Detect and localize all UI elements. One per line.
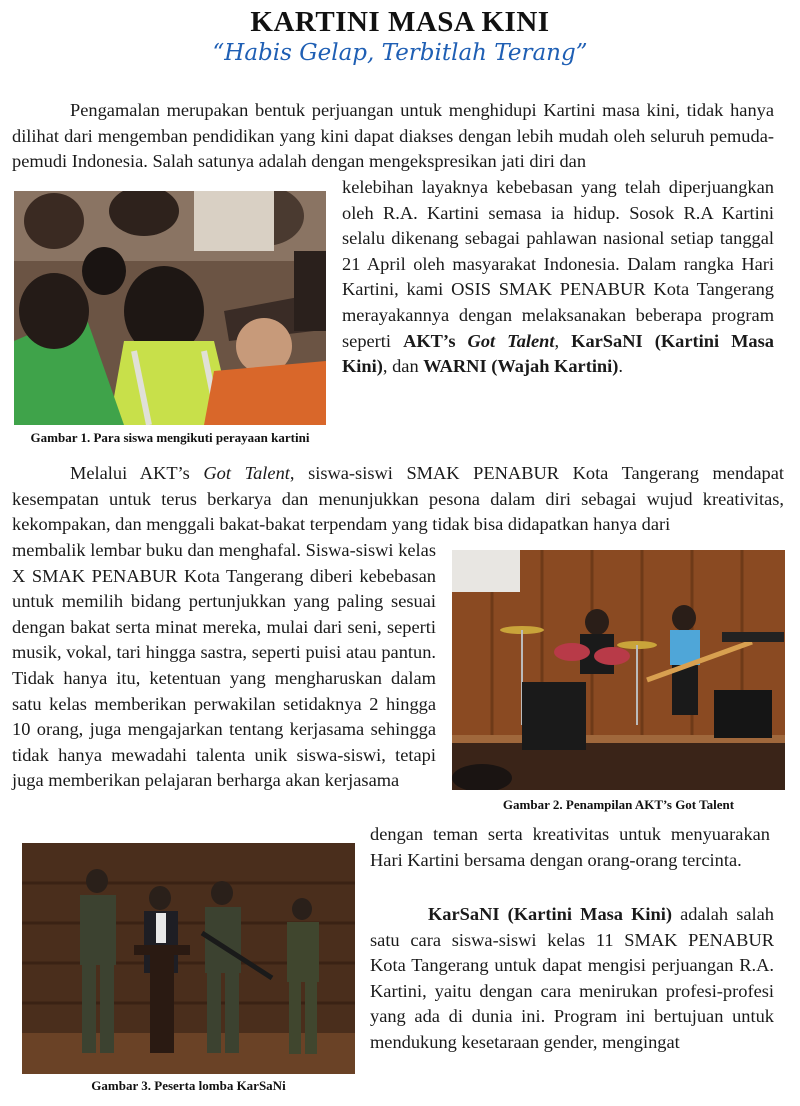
paragraph-2-continuation: dengan teman serta kreativitas untuk menyuarakan Hari Kartini bersama dengan orang-orang tercinta.: [370, 824, 770, 870]
article-subtitle: “Habis Gelap, Terbitlah Terang”: [212, 40, 588, 66]
article-title: KARTINI MASA KINI: [250, 6, 550, 38]
photo-students-celebration: [14, 191, 326, 425]
paragraph-1-intro: Pengamalan merupakan bentuk perjuangan untuk menghidupi Kartini masa kini, tidak hanya dilihat dari mengemban pendidikan yang kini dapat diakses dengan lebih mudah oleh seluruh pemuda-pemudi Indonesia. Salah satunya adalah dengan mengekspresikan jati diri dan: [12, 100, 774, 172]
caption-figure-1: Gambar 1. Para siswa mengikuti perayaan kartini: [30, 430, 310, 445]
paragraph-3: KarSaNI (Kartini Masa Kini) adalah salah satu cara siswa-siswi kelas 11 SMAK PENABUR Kota Tangerang untuk dapat mengisi perjuangan R.A. Kartini, yaitu dengan cara menirukan profesi-profesi yang ada di dunia ini. Program ini bertujuan untuk mendukung kesetaraan gender, mengingat: [370, 904, 774, 1052]
photo-karsani-participants: [22, 843, 355, 1074]
caption-figure-3: Gambar 3. Peserta lomba KarSaNi: [91, 1078, 286, 1093]
caption-figure-2: Gambar 2. Penampilan AKT’s Got Talent: [502, 797, 735, 812]
paragraph-2-left: membalik lembar buku dan menghafal. Siswa-siswi kelas X SMAK PENABUR Kota Tangerang diberi kebebasan untuk memilih bidang pertunjukkan yang paling sesuai dengan bakat serta minat mereka, mulai dari seni, seperti musik, vokal, tari hingga sastra, seperti puisi atau pantun. Tidak hanya itu, ketentuan yang mengharuskan dalam satu kelas memberikan perwakilan setidaknya 2 hingga 10 orang, juga mengajarkan tentang kerjasama sehingga tidak hanya mewadahi talenta unik siswa-siswi, tetapi juga memberikan pelajaran berharga akan kerjasama: [12, 540, 436, 791]
paragraph-1-side: kelebihan layaknya kebebasan yang telah diperjuangkan oleh R.A. Kartini semasa ia hidup. Sosok R.A Kartini selalu dikenang sebagai pahlawan nasional setiap tanggal 21 April oleh masyarakat Indonesia. Dalam rangka Hari Kartini, kami OSIS SMAK PENABUR Kota Tangerang merayakannya dengan melaksanakan beberapa program seperti AKT’s Got Talent, KarSaNI (Kartini Masa Kini), dan WARNI (Wajah Kartini).: [342, 177, 774, 377]
paragraph-2-intro: Melalui AKT’s Got Talent, siswa-siswi SMAK PENABUR Kota Tangerang mendapat kesempatan untuk terus berkarya dan menunjukkan pesona dalam diri sebagai wujud kreativitas, kekompakan, dan menggali bakat-bakat terpendam yang tidak bisa didapatkan hanya dari: [12, 463, 784, 535]
photo-got-talent-performance: [452, 550, 785, 790]
